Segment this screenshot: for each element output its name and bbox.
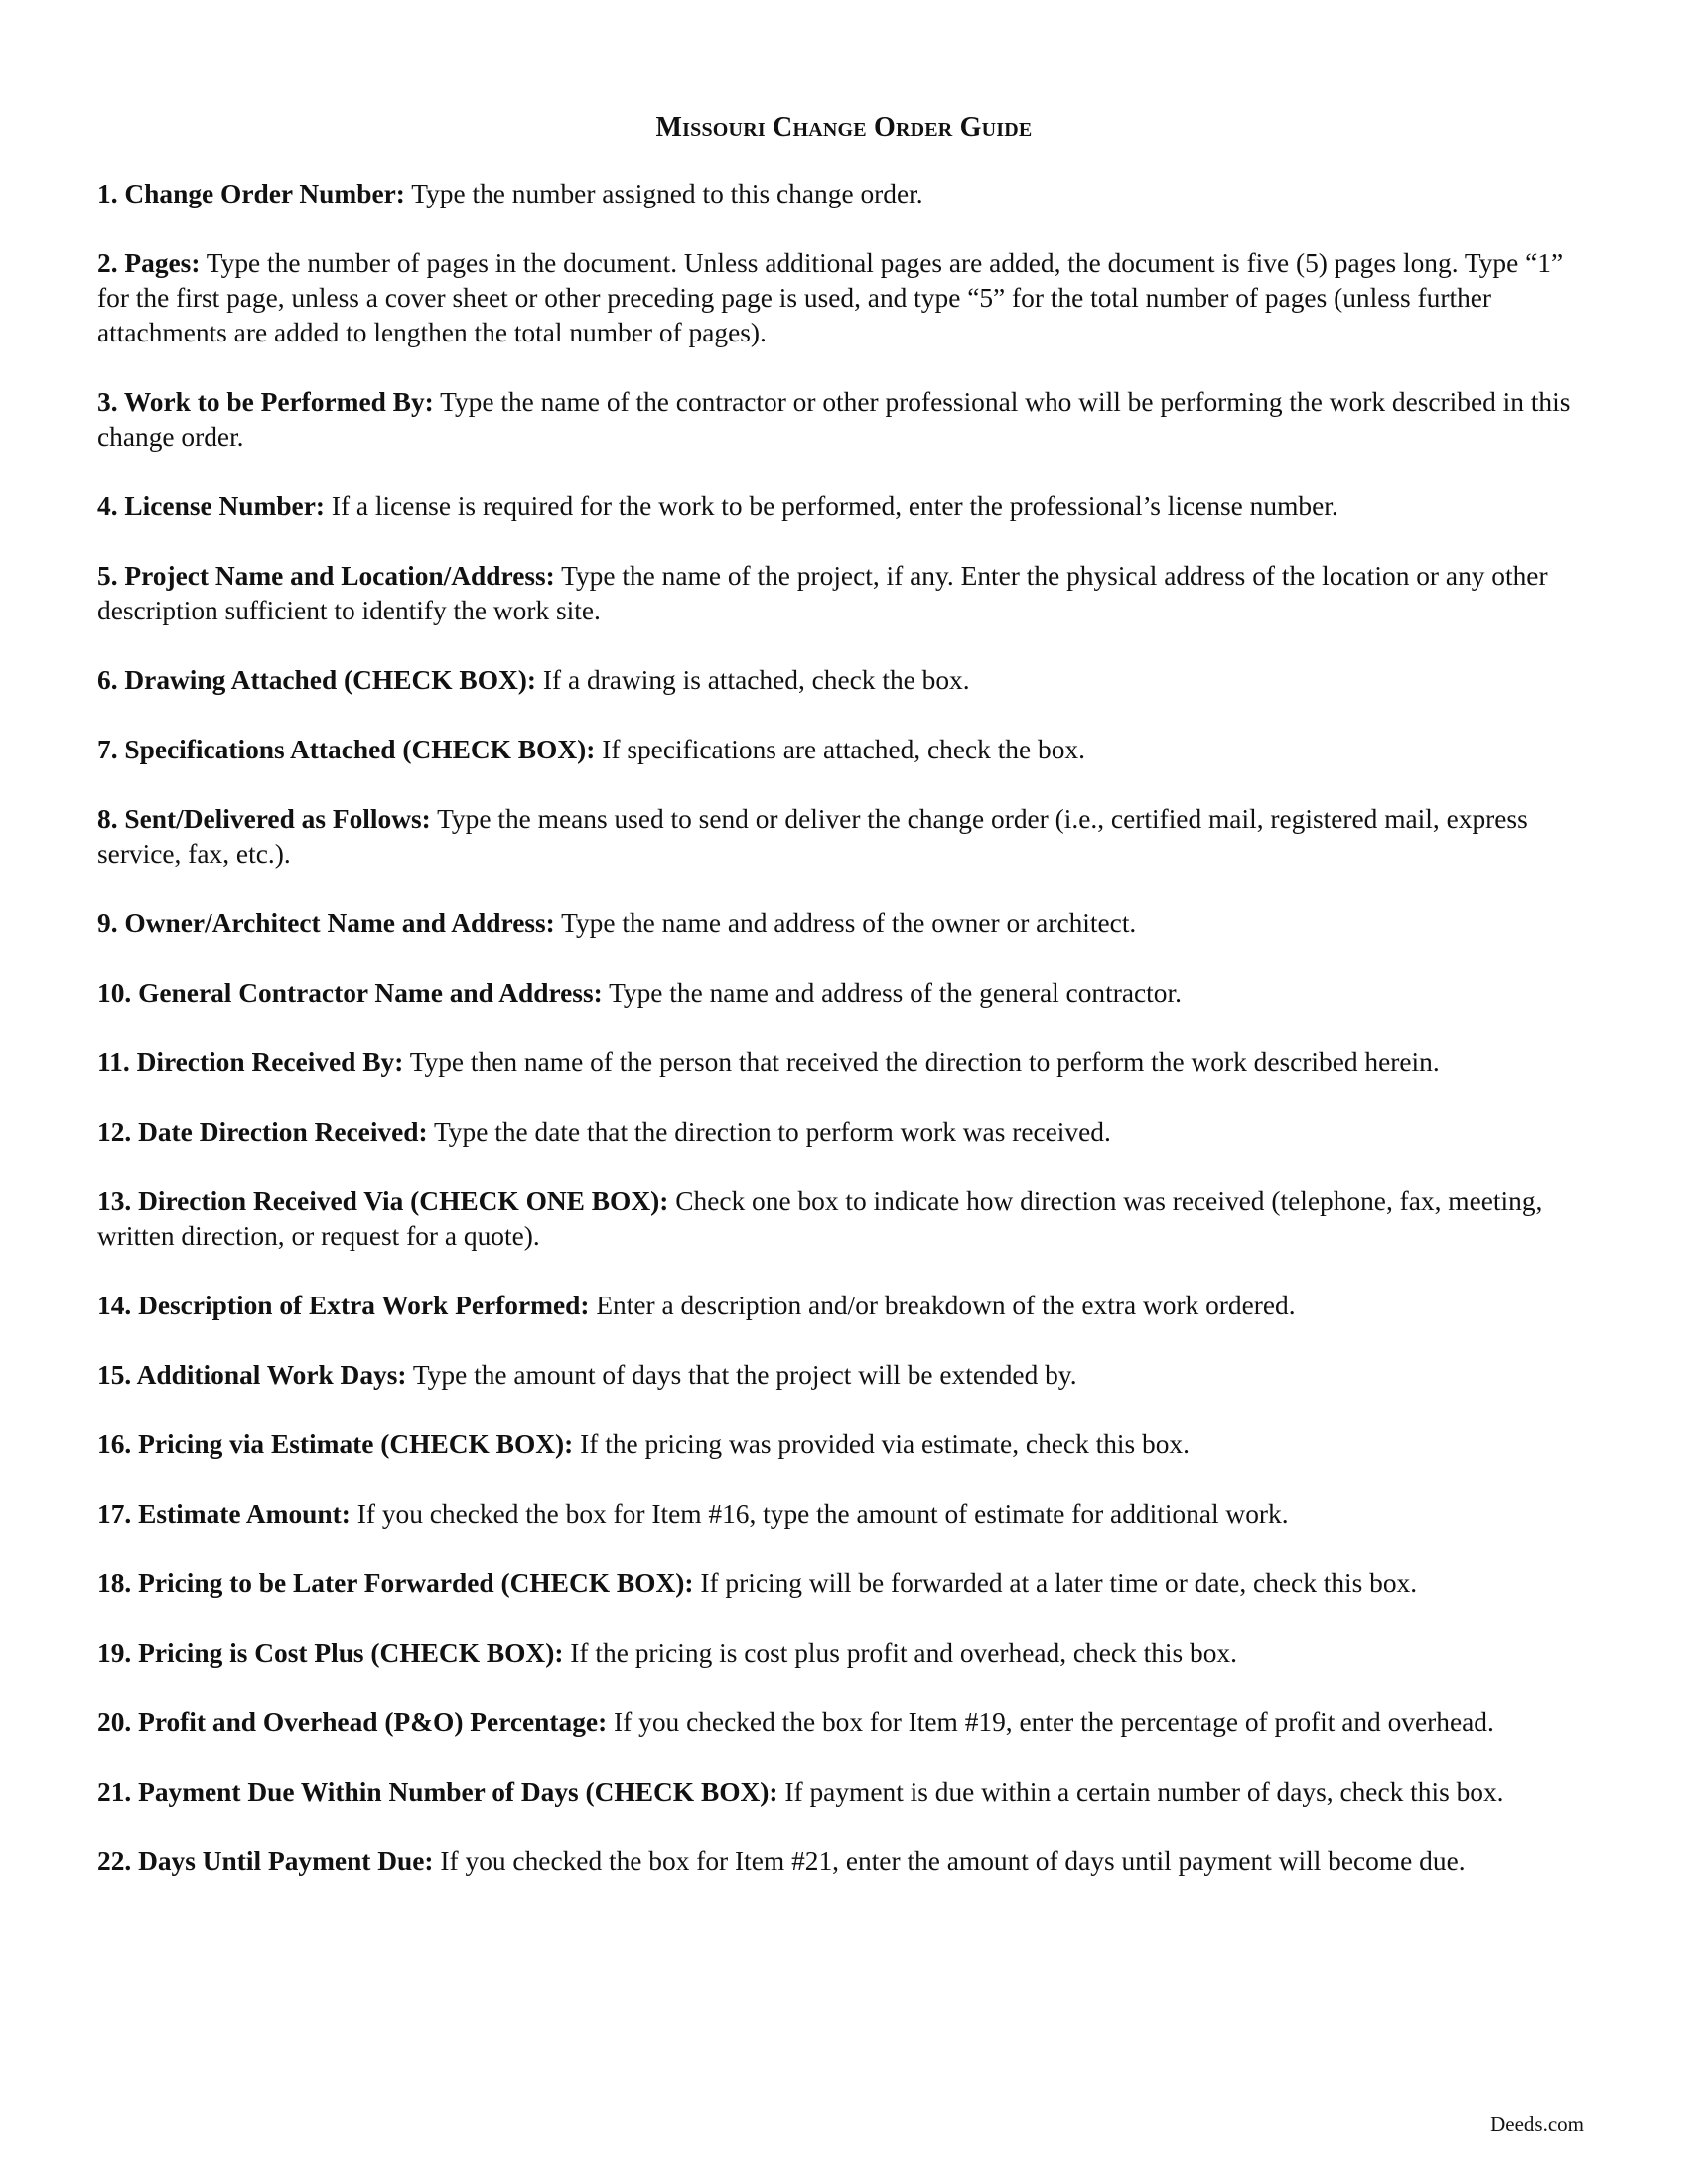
guide-item-label: 12. Date Direction Received: — [97, 1117, 428, 1147]
guide-item-label: 5. Project Name and Location/Address: — [97, 561, 555, 591]
guide-item — [97, 1045, 1587, 1080]
guide-item-label: 3. Work to be Performed By: — [97, 387, 434, 417]
guide-item-label: 13. Direction Received Via (CHECK ONE BOX): — [97, 1186, 669, 1216]
guide-item-text: If a drawing is attached, check the box. — [536, 665, 970, 695]
guide-item-text: Type the name and address of the owner or architect. — [554, 908, 1137, 938]
guide-item-label: 1. Change Order Number: — [97, 179, 405, 208]
guide-item-text: If the pricing is cost plus profit and overhead, check this box. — [563, 1638, 1237, 1668]
guide-item-text: Type the name of the contractor or other professional who will be performing the work described in this change order. — [97, 387, 1571, 452]
guide-item-label: 11. Direction Received By: — [97, 1047, 404, 1077]
guide-item-text: If you checked the box for Item #16, type the amount of estimate for additional work. — [350, 1499, 1289, 1529]
guide-item — [97, 976, 1587, 1011]
guide-item-text: If the pricing was provided via estimate, check this box. — [573, 1430, 1190, 1459]
document-title: Missouri Change Order Guide — [655, 112, 1033, 143]
guide-item-text: Type then name of the person that received the direction to perform the work described herein. — [403, 1047, 1440, 1077]
footer-brand: Deeds.com — [1490, 2113, 1584, 2136]
guide-item-label: 10. General Contractor Name and Address: — [97, 978, 603, 1008]
guide-item-text: Check one box to indicate how direction was received (telephone, fax, meeting, written direction, or request for a quote). — [97, 1186, 1543, 1251]
guide-item — [97, 663, 1587, 698]
guide-item — [97, 559, 1587, 628]
guide-item — [97, 1775, 1587, 1810]
guide-item-text: If specifications are attached, check the box. — [595, 735, 1085, 764]
guide-item-text: If you checked the box for Item #21, enter the amount of days until payment will become due. — [433, 1846, 1466, 1876]
guide-item — [97, 1289, 1587, 1323]
guide-item-label: 21. Payment Due Within Number of Days (CHECK BOX): — [97, 1777, 778, 1807]
guide-item — [97, 906, 1587, 941]
guide-item-text: Type the amount of days that the project will be extended by. — [406, 1360, 1077, 1390]
guide-item-label: 7. Specifications Attached (CHECK BOX): — [97, 735, 596, 764]
guide-item-label: 18. Pricing to be Later Forwarded (CHECK BOX): — [97, 1569, 694, 1598]
guide-item — [97, 489, 1587, 524]
guide-item — [97, 246, 1587, 350]
guide-item-label: 14. Description of Extra Work Performed: — [97, 1291, 590, 1320]
guide-item-label: 19. Pricing is Cost Plus (CHECK BOX): — [97, 1638, 564, 1668]
guide-item-label: 22. Days Until Payment Due: — [97, 1846, 434, 1876]
guide-item — [97, 1115, 1587, 1150]
guide-item — [97, 1844, 1587, 1879]
guide-item-label: 9. Owner/Architect Name and Address: — [97, 908, 555, 938]
guide-item — [97, 733, 1587, 767]
guide-item — [97, 385, 1587, 455]
guide-item-text: If a license is required for the work to be performed, enter the professional’s license number. — [324, 491, 1338, 521]
guide-item-label: 20. Profit and Overhead (P&O) Percentage: — [97, 1707, 608, 1737]
guide-item — [97, 177, 1587, 211]
guide-item-label: 8. Sent/Delivered as Follows: — [97, 804, 431, 834]
guide-item — [97, 1358, 1587, 1393]
guide-item-text: If payment is due within a certain number of days, check this box. — [777, 1777, 1504, 1807]
guide-item-label: 15. Additional Work Days: — [97, 1360, 407, 1390]
guide-item — [97, 1184, 1587, 1254]
guide-item — [97, 1706, 1587, 1740]
guide-item — [97, 802, 1587, 872]
guide-item-text: If pricing will be forwarded at a later time or date, check this box. — [693, 1569, 1418, 1598]
guide-item-text: Type the means used to send or deliver the change order (i.e., certified mail, registered mail, express service, fax, etc.). — [97, 804, 1528, 869]
guide-item — [97, 1636, 1587, 1671]
guide-item-label: 2. Pages: — [97, 248, 201, 278]
guide-item-label: 17. Estimate Amount: — [97, 1499, 351, 1529]
guide-item-text: Type the number assigned to this change order. — [404, 179, 923, 208]
guide-item — [97, 1497, 1587, 1532]
guide-item-label: 16. Pricing via Estimate (CHECK BOX): — [97, 1430, 574, 1459]
guide-item-label: 4. License Number: — [97, 491, 325, 521]
guide-item-text: Type the date that the direction to perform work was received. — [427, 1117, 1111, 1147]
guide-item-text: Enter a description and/or breakdown of the extra work ordered. — [589, 1291, 1296, 1320]
guide-item-text: Type the name of the project, if any. Enter the physical address of the location or any other description sufficient to identify the work site. — [97, 561, 1548, 625]
guide-item — [97, 1428, 1587, 1462]
guide-item-text: If you checked the box for Item #19, enter the percentage of profit and overhead. — [607, 1707, 1494, 1737]
guide-item-label: 6. Drawing Attached (CHECK BOX): — [97, 665, 537, 695]
guide-item-list — [97, 177, 1587, 1914]
guide-item — [97, 1567, 1587, 1601]
guide-item-text: Type the number of pages in the document. Unless additional pages are added, the document is five (5) pages long. Type “1” for the first page, unless a cover sheet or other preceding page is used, and type “5” for the total number of pages (unless further attachments are added to lengthen the total number of pages). — [97, 248, 1564, 347]
guide-item-text: Type the name and address of the general contractor. — [602, 978, 1182, 1008]
